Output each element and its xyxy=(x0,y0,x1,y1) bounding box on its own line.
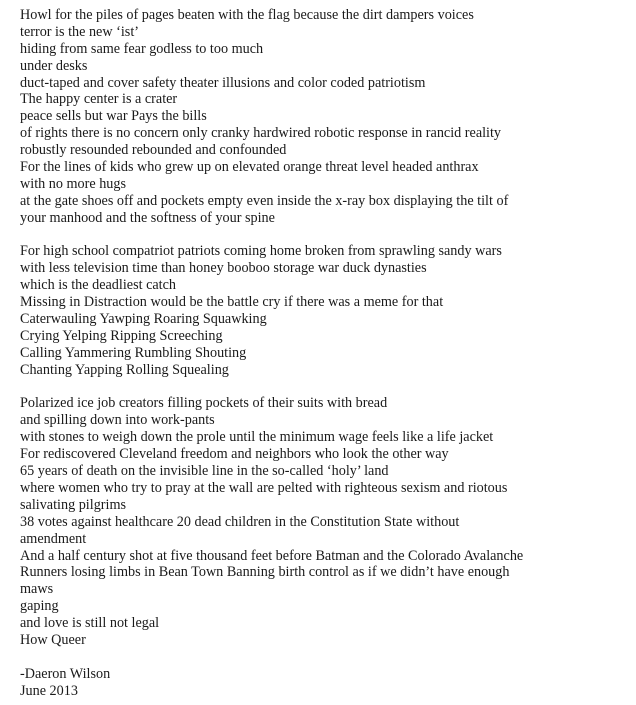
poem-line: and love is still not legal xyxy=(20,615,160,632)
poem-line: salivating pilgrims xyxy=(20,496,127,513)
poem-line: Caterwauling Yawping Roaring Squawking xyxy=(20,311,267,328)
poem-line: Howl for the piles of pages beaten with the flag because the dirt dampers voices xyxy=(20,7,474,23)
stanza-1 xyxy=(20,7,632,227)
poem-line: Runners losing limbs in Bean Town Banning birth control as if we didn’t have enough xyxy=(20,564,510,581)
poem-line: with no more hugs xyxy=(20,175,127,192)
poem-line: For the lines of kids who grew up on elevated orange threat level headed anthrax xyxy=(20,159,479,176)
stanza-break xyxy=(20,649,632,666)
poem-line: and spilling down into work-pants xyxy=(20,412,215,429)
poem-date: June 2013 xyxy=(20,682,78,699)
stanza-2 xyxy=(20,243,632,378)
poem-line: which is the deadliest catch xyxy=(20,277,177,294)
poem-line: hiding from same fear godless to too much xyxy=(20,40,264,57)
signature-block xyxy=(20,666,632,700)
poem-line: of rights there is no concern only cranky hardwired robotic response in rancid reality xyxy=(20,125,502,142)
poem-text xyxy=(20,7,632,700)
poem-line: The happy center is a crater xyxy=(20,91,178,108)
poem-line: maws xyxy=(20,581,54,598)
poem-line: Chanting Yapping Rolling Squealing xyxy=(20,361,229,378)
poem-line: Missing in Distraction would be the battle cry if there was a meme for that xyxy=(20,294,444,311)
poem-line: your manhood and the softness of your spine xyxy=(20,209,275,226)
poem-line: robustly resounded rebounded and confounded xyxy=(20,142,287,159)
poem-line: Polarized ice job creators filling pockets of their suits with bread xyxy=(20,395,388,412)
stanza-3 xyxy=(20,395,632,648)
poem-line: under desks xyxy=(20,57,88,74)
stanza-break xyxy=(20,379,632,396)
poem-line: gaping xyxy=(20,598,59,615)
poem-line: And a half century shot at five thousand feet before Batman and the Colorado Avalanche xyxy=(20,547,524,564)
poem-line: For high school compatriot patriots coming home broken from sprawling sandy wars xyxy=(20,243,502,260)
poem-line: 38 votes against healthcare 20 dead children in the Constitution State without xyxy=(20,513,460,530)
poem-line: duct-taped and cover safety theater illusions and color coded patriotism xyxy=(20,74,426,91)
poem-line: 65 years of death on the invisible line in the so-called ‘holy’ land xyxy=(20,463,389,480)
poem-line: Crying Yelping Ripping Screeching xyxy=(20,327,223,344)
poem-line: where women who try to pray at the wall are pelted with righteous sexism and riotous xyxy=(20,479,508,496)
poem-line: amendment xyxy=(20,530,87,547)
poem-line: with stones to weigh down the prole until the minimum wage feels like a life jacket xyxy=(20,429,494,446)
poem-line: For rediscovered Cleveland freedom and neighbors who look the other way xyxy=(20,446,449,463)
poem-line: at the gate shoes off and pockets empty even inside the x-ray box displaying the tilt of xyxy=(20,192,509,209)
author-signature: -Daeron Wilson xyxy=(20,665,111,682)
stanza-break xyxy=(20,227,632,244)
poem-line: Calling Yammering Rumbling Shouting xyxy=(20,344,247,361)
poem-line: terror is the new ‘ist’ xyxy=(20,23,139,40)
poem-line: with less television time than honey booboo storage war duck dynasties xyxy=(20,260,427,277)
poem-line: peace sells but war Pays the bills xyxy=(20,108,207,125)
poem-line: How Queer xyxy=(20,631,86,648)
